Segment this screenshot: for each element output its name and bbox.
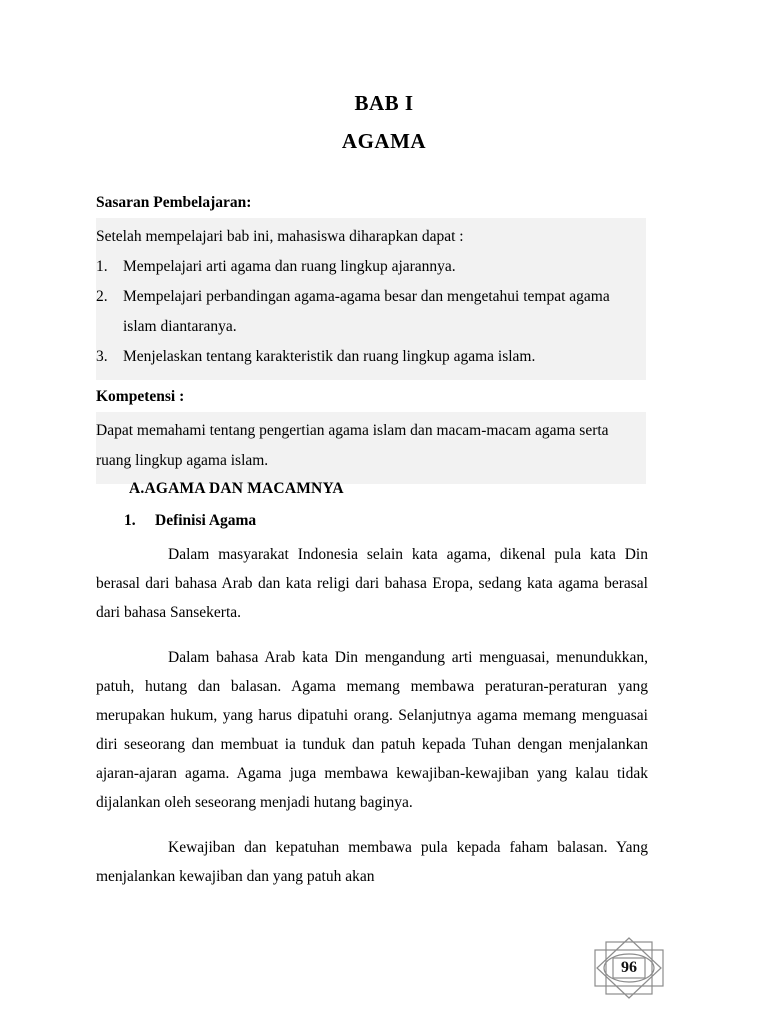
list-item-number: 3. [96,348,108,365]
objectives-shaded-block [96,218,646,380]
list-item-number: 2. [96,288,108,305]
subsection-label: Definisi Agama [155,512,257,529]
list-item-text: Mempelajari perbandingan agama-agama besar dan mengetahui tempat agama islam diantaranya. [123,288,610,335]
paragraph: Dalam masyarakat Indonesia selain kata agama, dikenal pula kata Din berasal dari bahasa Arab dan kata religi dari bahasa Eropa, sedang kata agama berasal dari bahasa Sansekerta. [96,546,648,621]
list-item-number: 1. [96,258,108,275]
list-item-text: Mempelajari arti agama dan ruang lingkup ajarannya. [123,258,456,275]
objectives-intro: Setelah mempelajari bab ini, mahasiswa diharapkan dapat : [96,228,464,245]
section-heading-a: A.AGAMA DAN MACAMNYA [129,480,344,497]
paragraph: Dalam bahasa Arab kata Din mengandung arti menguasai, menundukkan, patuh, hutang dan balasan. Agama memang membawa peraturan-peraturan yang merupakan hukum, yang harus dipatuhi orang. Selanjutnya agama memang menguasai diri seseorang dan membuat ia tunduk dan patuh kepada Tuhan dengan menjalankan ajaran-ajaran agama. Agama juga membawa kewajiban-kewajiban yang kalau tidak dijalankan oleh seseorang menjadi hutang baginya. [96,649,648,811]
list-item-text: Menjelaskan tentang karakteristik dan ruang lingkup agama islam. [123,348,536,365]
page-number-ornament [589,932,669,1004]
subsection-heading [124,512,256,530]
list-item [96,282,646,342]
page-number: 96 [621,959,637,976]
subject-title: AGAMA [341,129,427,153]
list-item [96,342,646,372]
objectives-list [96,252,646,372]
subsection-number: 1. [124,512,136,529]
competency-heading: Kompetensi : [96,380,646,412]
objectives-section [96,188,646,484]
page-title [0,84,768,160]
list-item [96,252,646,282]
objectives-heading: Sasaran Pembelajaran: [96,188,646,218]
competency-text: Dapat memahami tentang pengertian agama islam dan macam-macam agama serta ruang lingkup agama islam. [96,422,609,469]
competency-shaded-block [96,412,646,484]
body-content [96,540,648,891]
chapter-label: BAB I [354,91,414,115]
paragraph: Kewajiban dan kepatuhan membawa pula kepada faham balasan. Yang menjalankan kewajiban dan yang patuh akan [96,839,648,885]
